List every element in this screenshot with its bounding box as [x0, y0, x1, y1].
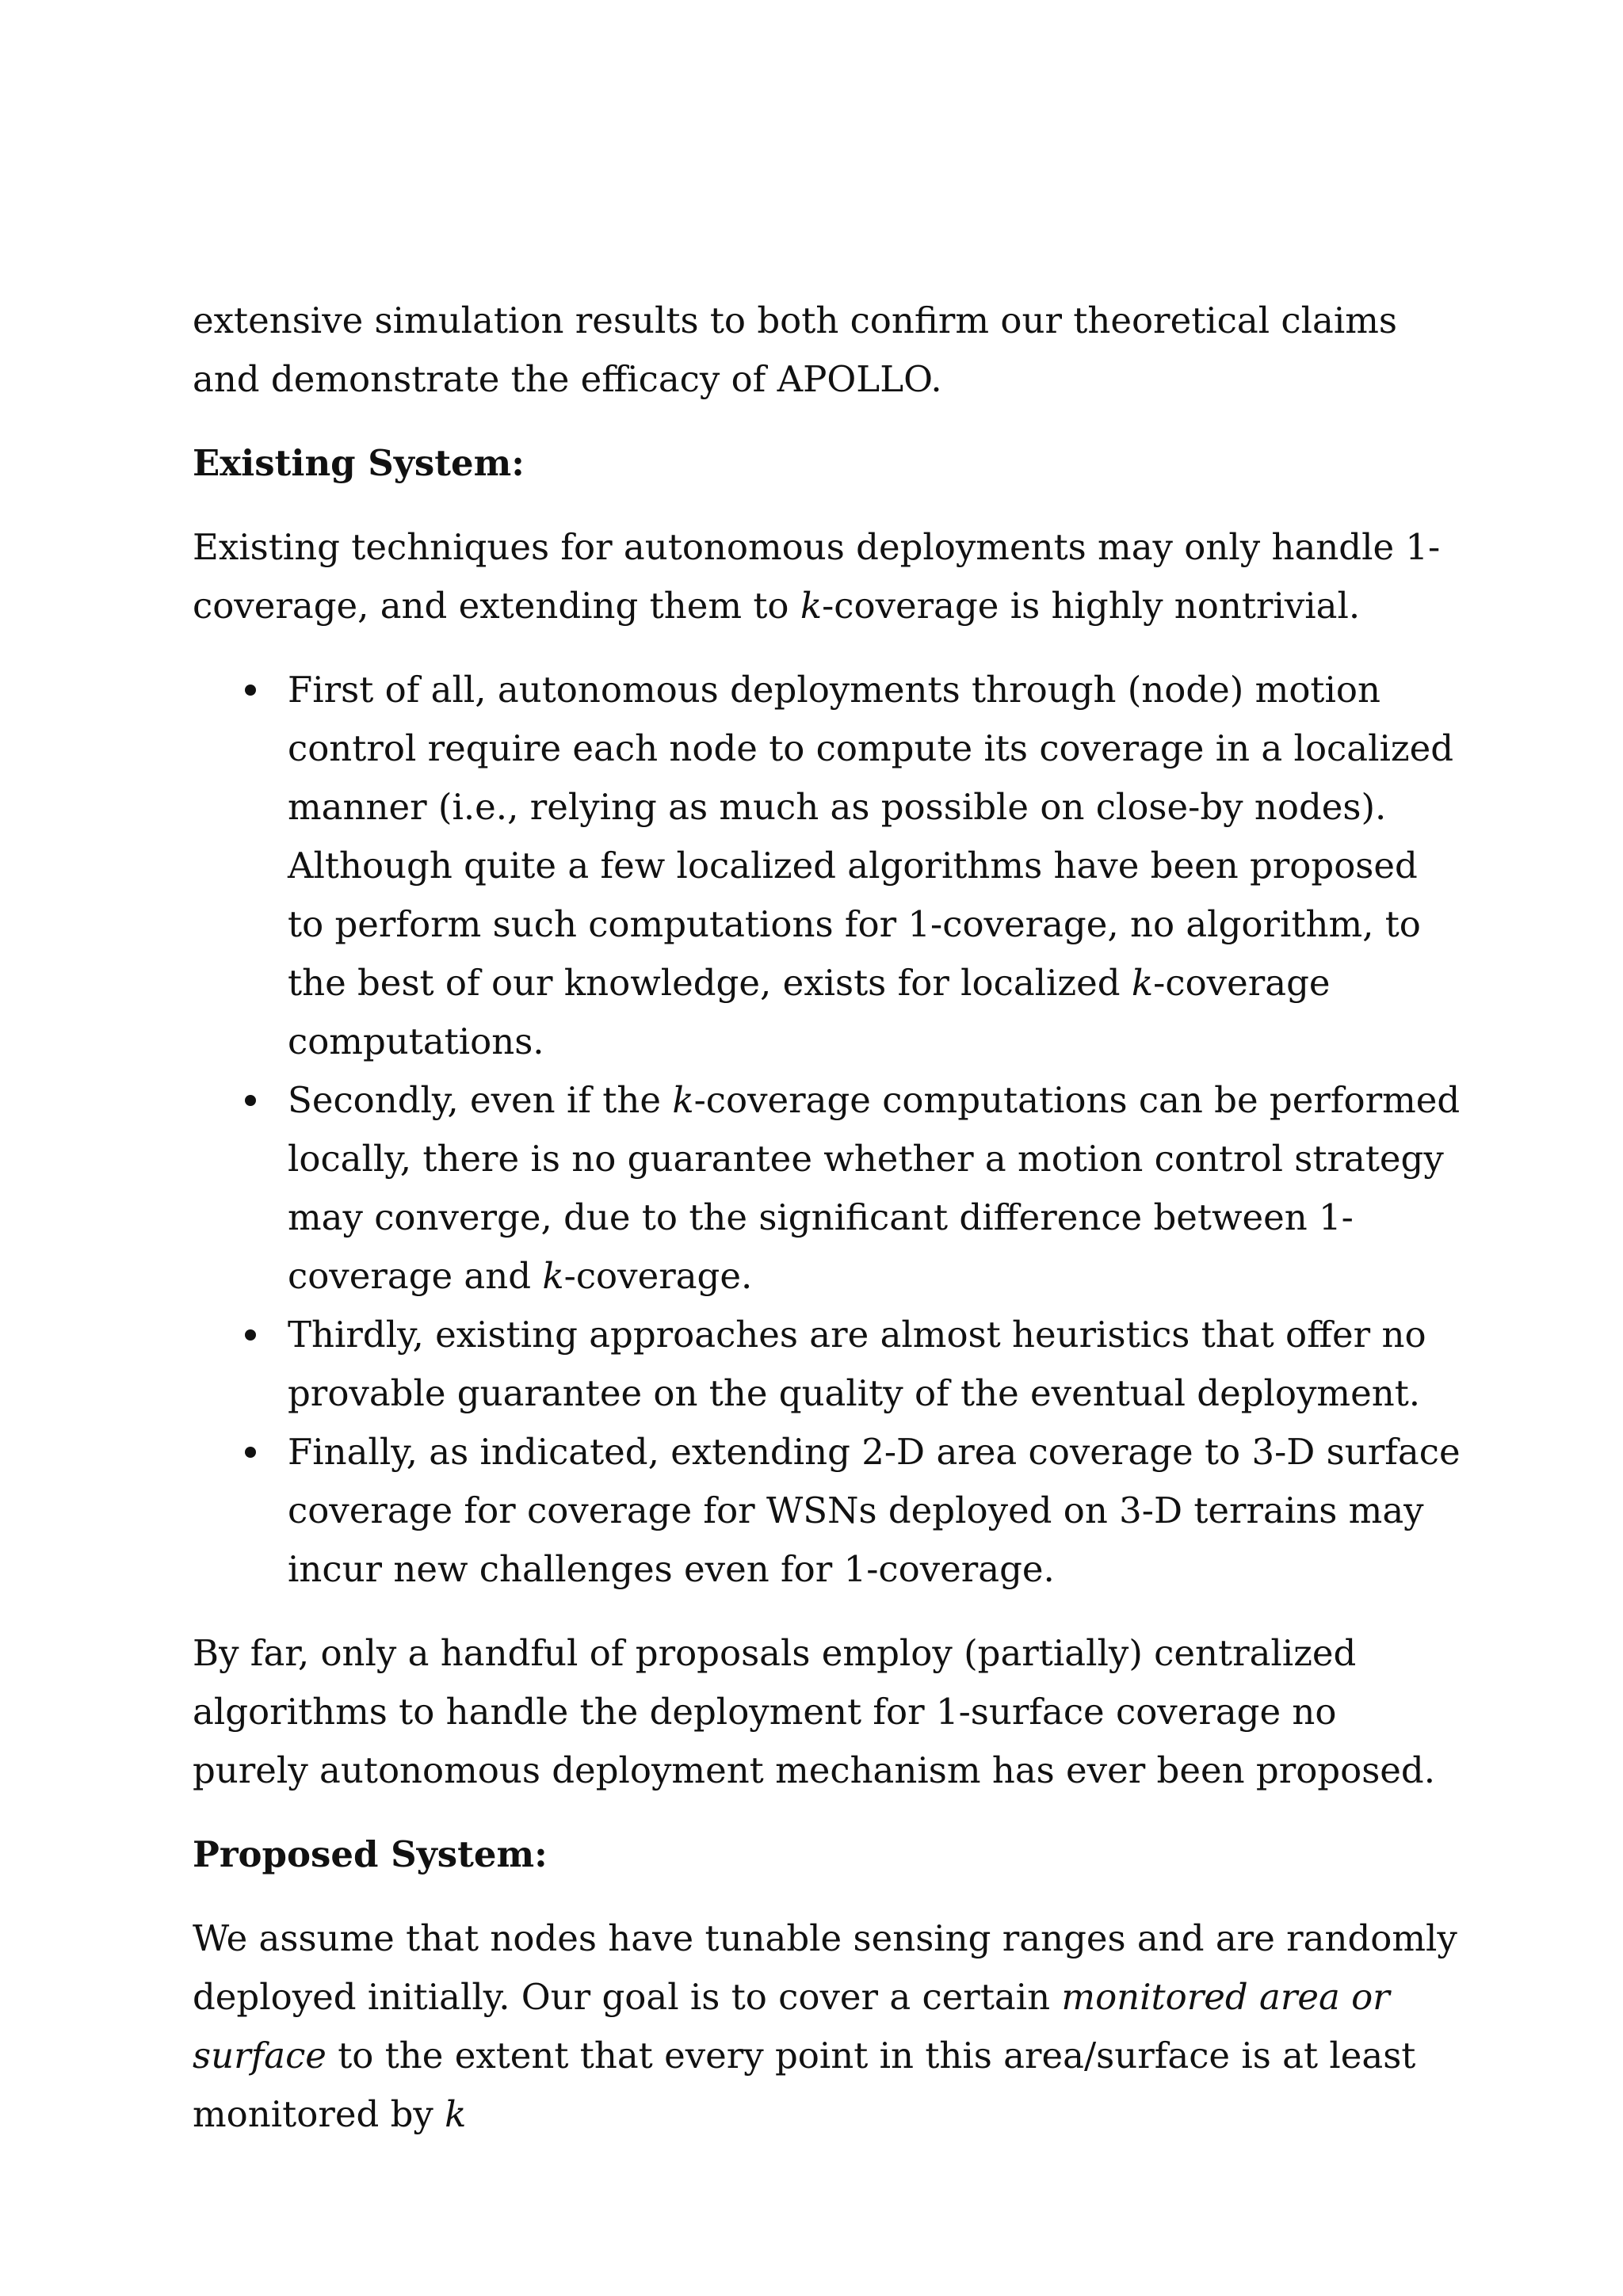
bullet-item-fourth: Finally, as indicated, extending 2-D area coverage to 3-D surface coverage for coverage for WSNs deployed on 3-D terrains may incur new challenges even for 1-coverage. [193, 1423, 1461, 1599]
bullet-item-second: Secondly, even if the k-coverage computations can be performed locally, there is no guarantee whether a motion control strategy may converge, due to the significant difference between 1-coverage and k-coverage. [193, 1071, 1461, 1306]
bullet-dot-icon [245, 1329, 256, 1341]
document-page [193, 292, 1461, 2144]
existing-system-closing-paragraph: By far, only a handful of proposals employ (partially) centralized algorithms to handle the deployment for 1-surface coverage no purely autonomous deployment mechanism has ever been proposed. [193, 1632, 1436, 1791]
existing-system-heading: Existing System: [193, 442, 525, 484]
bullet-item-first: First of all, autonomous deployments through (node) motion control require each node to compute its coverage in a localized manner (i.e., relying as much as possible on close-by nodes). Although quite a few localized algorithms have been proposed to perform such computations for 1-coverage, no algorithm, to the best of our knowledge, exists for localized k-coverage computations. [193, 661, 1461, 1071]
bullet-dot-icon [245, 1447, 256, 1458]
proposed-system-heading: Proposed System: [193, 1833, 548, 1875]
existing-system-bullet-list [193, 661, 1461, 1599]
bullet-dot-icon [245, 1095, 256, 1106]
bullet-dot-icon [245, 685, 256, 696]
existing-system-paragraph: Existing techniques for autonomous deployments may only handle 1-coverage, and extending them to k-coverage is highly nontrivial. [193, 526, 1441, 627]
bullet-item-third: Thirdly, existing approaches are almost heuristics that offer no provable guarantee on the quality of the eventual deployment. [193, 1306, 1461, 1423]
intro-paragraph: extensive simulation results to both confirm our theoretical claims and demonstrate the efficacy of APOLLO. [193, 299, 1397, 400]
proposed-system-paragraph: We assume that nodes have tunable sensing ranges and are randomly deployed initially. Our goal is to cover a certain monitored area or surface to the extent that every point in this area/surface is at least monitored by k [193, 1917, 1457, 2135]
